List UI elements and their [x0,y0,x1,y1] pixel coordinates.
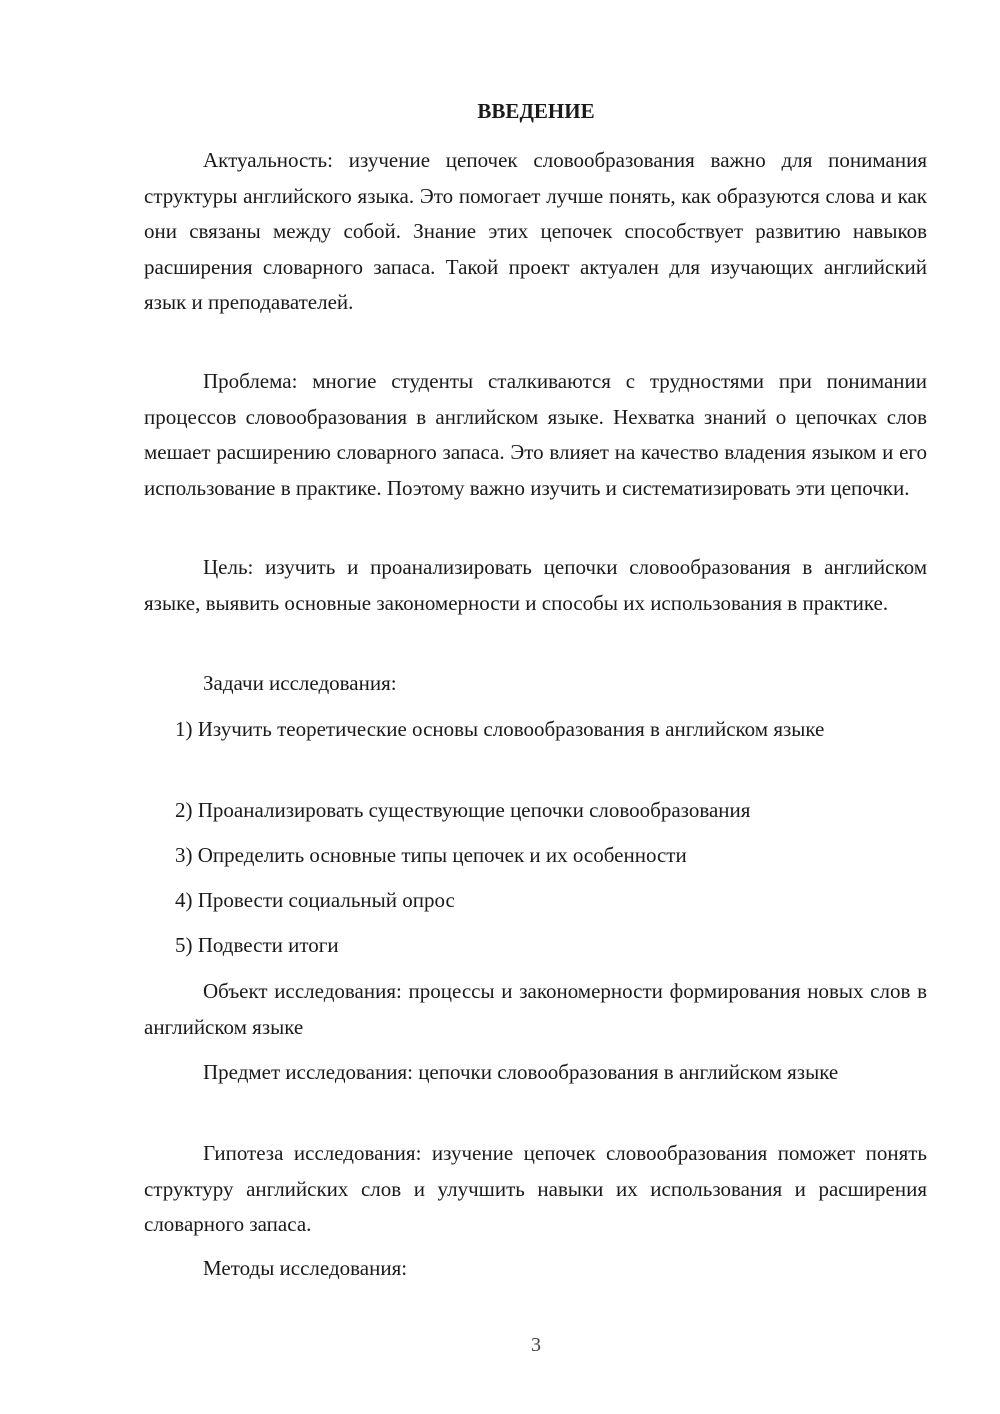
page-number: 3 [531,1334,541,1356]
task-item-2: 2) Проанализировать существующие цепочки словообразования [175,798,751,822]
tasks-title: Задачи исследования: [203,671,397,695]
relevance-paragraph: Актуальность: изучение цепочек словообразования важно для понимания структуры английского языка. Это помогает лучше понять, как образуются слова и как они связаны между собой. Знание этих цепочек способствует развитию навыков расширения словарного запаса. Такой проект актуален для изучающих английский язык и преподавателей. [144,148,927,314]
subject-paragraph: Предмет исследования: цепочки словообразования в английском языке [203,1060,839,1084]
task-item-1: 1) Изучить теоретические основы словообразования в английском языке [175,717,825,741]
hypothesis-paragraph: Гипотеза исследования: изучение цепочек словообразования поможет понять структуру английских слов и улучшить навыки их использования и расширения словарного запаса. [144,1141,927,1236]
task-item-5: 5) Подвести итоги [175,933,339,957]
section-heading: ВВЕДЕНИЕ [477,99,595,123]
object-paragraph: Объект исследования: процессы и закономерности формирования новых слов в английском языке [144,979,927,1039]
problem-paragraph: Проблема: многие студенты сталкиваются с трудностями при понимании процессов словообразования в английском языке. Нехватка знаний о цепочках слов мешает расширению словарного запаса. Это влияет на качество владения языком и его использование в практике. Поэтому важно изучить и систематизировать эти цепочки. [144,369,927,500]
methods-title: Методы исследования: [203,1256,408,1280]
task-item-3: 3) Определить основные типы цепочек и их особенности [175,843,687,867]
task-item-4: 4) Провести социальный опрос [175,888,455,912]
goal-paragraph: Цель: изучить и проанализировать цепочки словообразования в английском языке, выявить основные закономерности и способы их использования в практике. [144,555,927,615]
